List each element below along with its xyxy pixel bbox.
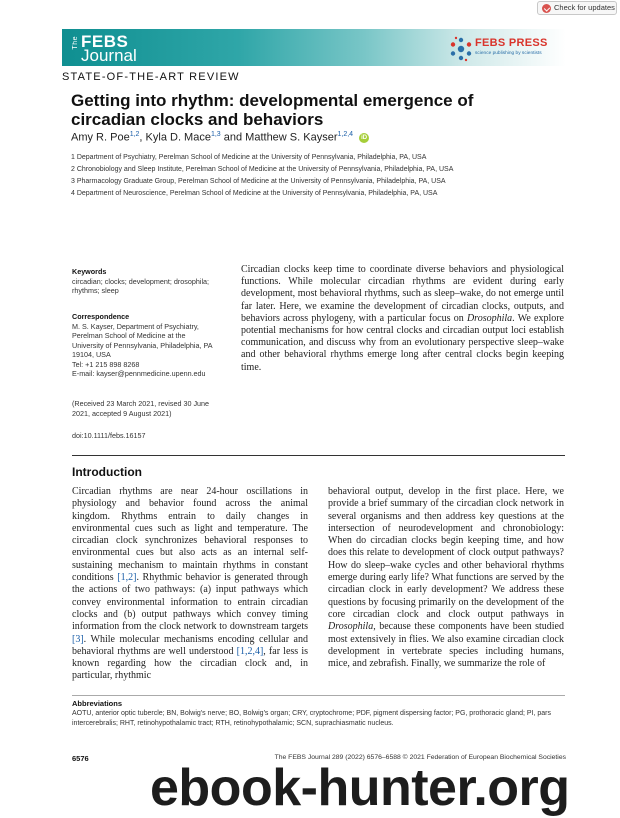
logo-journal: Journal [81,46,137,65]
check-updates-icon [542,4,551,13]
intro-text: , because these components have been studied most extensively in flies. We also examine circadian clock development in vertebrate species including humans, mice, and zebrafish. Finally, we summarize the role of [328,621,564,670]
author-name[interactable]: Kyla D. Mace [145,131,211,144]
intro-column-right [328,486,564,670]
keywords-block [72,267,232,296]
doi-link[interactable]: doi:10.1111/febs.16157 [72,431,146,440]
affiliation: 4 Department of Neuroscience, Perelman School of Medicine at the University of Pennsylvania, Philadelphia, PA, USA [71,190,438,197]
febs-press-mark-icon [449,36,473,62]
intro-text: . Rhythmic behavior is generated through the actions of two pathways: (a) input pathways which convey environmental information to entrain circadian clocks and (b) output pathways which convey timing information from the clock network to downstream targets [72,572,308,633]
keywords-line: rhythms; sleep [72,286,119,295]
received-line: 2021, accepted 9 August 2021) [72,408,172,418]
page-number: 6576 [72,754,89,763]
intro-text: behavioral output, develop in the first place. Here, we provide a brief summary of the circadian clock network in several organisms and then address key questions at the intersection of neurodevelopment and chronobiology: When do circadian clocks begin keeping time, and how does this relate to development of clock output pathways? How do sleep–wake cycles and other behavioral rhythms emerge during early life? What functions are served by the circadian clock in early development? We address these questions by focusing primarily on the development of the core circadian clock and clock output pathways in [328,486,564,620]
check-for-updates-label: Check for updates [554,3,615,12]
intro-column-left [72,486,308,683]
correspondence-line: University of Pennsylvania, Philadelphia, PA [72,340,213,350]
affiliation: 1 Department of Psychiatry, Perelman School of Medicine at the University of Pennsylvania, Philadelphia, PA, USA [71,154,427,161]
affiliation: 3 Pharmacology Graduate Group, Perelman School of Medicine at the University of Pennsylvania, Philadelphia, PA, USA [71,178,446,185]
keywords-heading: Keywords [72,267,107,276]
author-name[interactable]: Amy R. Poe [71,131,130,144]
check-for-updates-button[interactable] [537,1,617,15]
correspondence-heading: Correspondence [72,312,130,321]
section-divider [72,455,565,456]
intro-text: . While molecular mechanisms encoding cellular and behavioral rhythms are well understood [72,633,308,657]
press-tagline: science publishing by scientists [475,51,542,56]
author-affil-sup[interactable]: 1,2,4 [337,131,354,138]
correspondence-line: 19104, USA [72,350,111,359]
reference-link[interactable]: [1,2,4] [236,645,264,657]
correspondence-email[interactable]: E-mail: kayser@pennmedicine.upenn.edu [72,369,206,378]
correspondence-line: Tel: +1 215 898 8268 [72,359,140,369]
abstract-part: . We explore potential mechanisms for how central clocks and circadian output loci establish communication, and discuss why from an evolutionary perspective sleep–wake and other behavioral rhythms emerge long after central clocks begin keeping time. [241,312,564,373]
author-name[interactable]: Matthew S. Kayser [245,131,338,144]
introduction-heading: Introduction [72,465,142,479]
reference-link[interactable]: [3] [72,633,84,645]
abstract-italic: Drosophila [466,312,513,324]
febs-press-logo [449,35,564,63]
footer-citation: The FEBS Journal 289 (2022) 6576–6588 © 2021 Federation of European Biochemical Societies [274,754,566,761]
affiliation: 2 Chronobiology and Sleep Institute, Perelman School of Medicine at the University of Pennsylvania, Philadelphia, PA, USA [71,166,454,173]
watermark-text: ebook-hunter.org [150,759,570,817]
received-line: (Received 23 March 2021, revised 30 June [72,399,210,408]
correspondence-line: Perelman School of Medicine at the [72,331,186,340]
logo-febs: FEBS [81,32,129,51]
intro-italic: Drosophila [328,621,374,633]
author-affil-sup[interactable]: 1,3 [210,131,221,138]
logo-the: The [72,36,79,50]
intro-text: Circadian rhythms are near 24-hour oscillations in physiology and behavior found across the animal kingdom. Rhythms entrain to daily changes in environmental cues such as light and temperature. The circadian clock synchronizes behavioral responses to environmental cues but also acts as an internal self-sustaining mechanism to maintain rhythms in constant conditions [72,486,308,584]
abstract-part: Circadian clocks keep time to coordinate diverse behaviors and physiological functions. While molecular circadian rhythms are evident during early development, most behavioral rhythms, such as sleep–wake, do not emerge until far later. Here, we examine the development of circadian clocks, outputs, and behaviors across phylogeny, with a particular focus on [241,264,564,324]
author-affil-sup[interactable]: 1,2 [129,131,140,138]
article-type-label: STATE-OF-THE-ART REVIEW [62,71,240,83]
intro-text: , far less is known regarding how the circadian clock and, in particular, rhythmic [72,645,309,682]
author-separator: and [220,131,246,144]
author-separator: , [139,131,146,144]
author-list [71,131,369,144]
correspondence-block [72,312,232,379]
article-title: Getting into rhythm: developmental emergence of circadian clocks and behaviors [71,91,474,129]
orcid-icon[interactable]: iD [361,134,368,141]
keywords-line: circadian; clocks; development; drosophila; [72,276,210,286]
abbreviations-heading: Abbreviations [72,699,123,708]
received-dates [72,399,232,418]
reference-link[interactable]: [1,2] [117,572,137,584]
abstract-text [241,264,564,374]
abbreviations-text: AOTU, anterior optic tubercle; BN, Bolwig's nerve; BO, Bolwig's organ; CRY, cryptochrome; PDF, pigment dispersing factor; PG, prothoracic gland; PI, pars intercerebralis; RHT, retinohypothalamic tract; RTH, retinohypothalamic; SCN, suprachiasmatic nucleus. [72,710,552,727]
correspondence-line: M. S. Kayser, Department of Psychiatry, [72,321,199,331]
abbreviations-divider [72,695,565,696]
press-name: FEBS PRESS [475,37,548,49]
